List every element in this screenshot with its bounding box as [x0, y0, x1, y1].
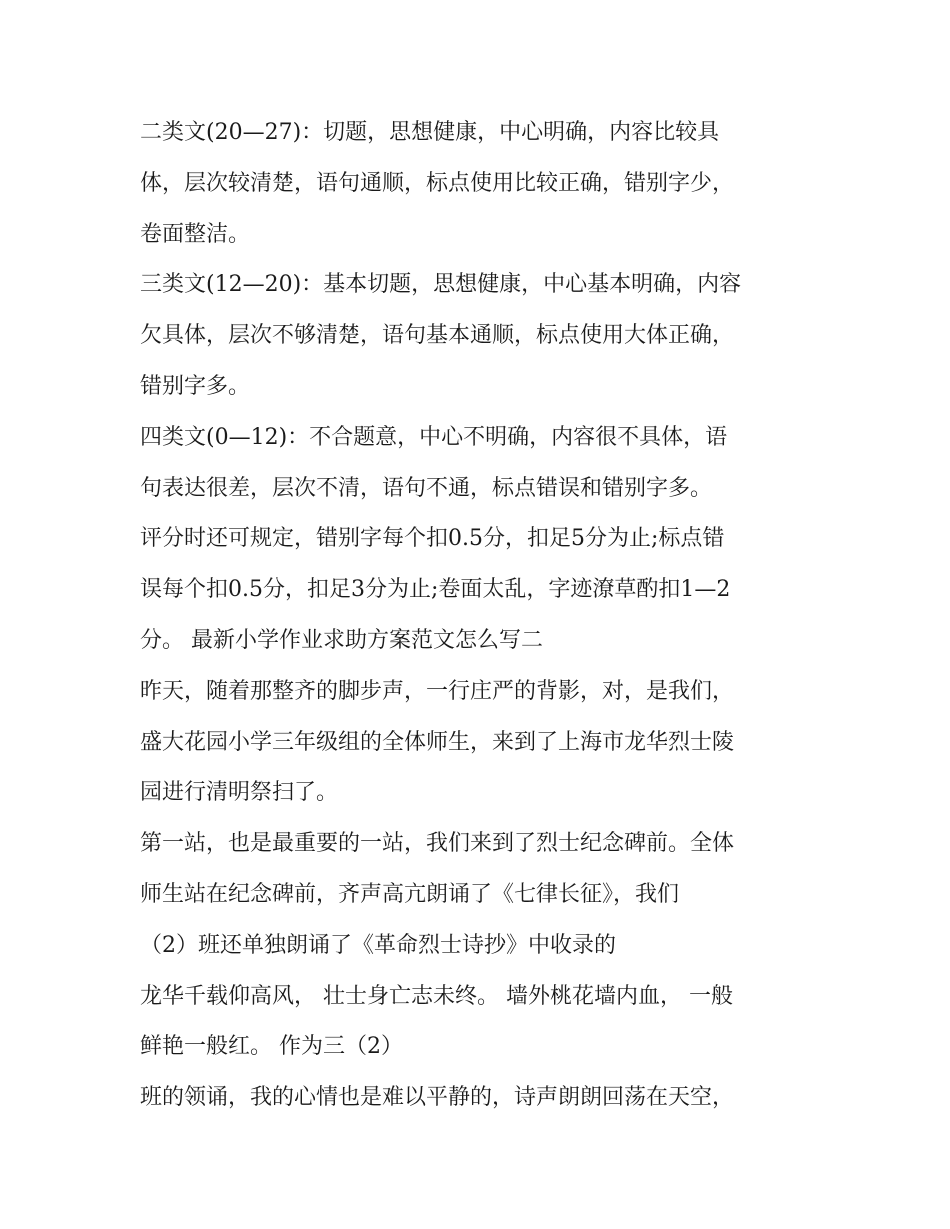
text-line: 评分时还可规定，错别字每个扣0.5分，扣足5分为止;标点错: [140, 526, 725, 552]
text-line: 三类文(12—20)：基本切题，思想健康，中心基本明确，内容: [140, 272, 742, 298]
text-line: 误每个扣0.5分，扣足3分为止;卷面太乱，字迹潦草酌扣1—2: [140, 577, 731, 603]
text-line: 昨天，随着那整齐的脚步声，一行庄严的背影，对，是我们，: [140, 678, 735, 704]
text-line: （2）班还单独朗诵了《革命烈士诗抄》中收录的: [140, 932, 616, 958]
text-line: 欠具体，层次不够清楚，语句基本通顺，标点使用大体正确，: [140, 323, 735, 349]
text-line: 第一站，也是最重要的一站，我们来到了烈士纪念碑前。全体: [140, 831, 735, 857]
text-line: 四类文(0—12)：不合题意，中心不明确，内容很不具体，语: [140, 424, 728, 450]
text-line: 分。 最新小学作业求助方案范文怎么写二: [140, 627, 543, 653]
text-line: 鲜艳一般红。 作为三（2）: [140, 1034, 403, 1060]
text-line: 二类文(20—27)：切题，思想健康，中心明确，内容比较具: [140, 120, 720, 145]
text-line: 体，层次较清楚，语句通顺，标点使用比较正确，错别字少，: [140, 170, 735, 196]
document-body: [140, 108, 820, 1124]
text-line: 师生站在纪念碑前，齐声高亢朗诵了《七律长征》，我们: [140, 881, 680, 907]
text-line: 卷面整洁。: [140, 221, 251, 247]
text-line: 句表达很差，层次不清，语句不通，标点错误和错别字多。: [140, 475, 713, 501]
text-line: 班的领诵，我的心情也是难以平静的，诗声朗朗回荡在天空，: [140, 1085, 735, 1111]
text-line: 园进行清明祭扫了。: [140, 780, 339, 806]
text-line: 龙华千载仰高风， 壮士身亡志未终。 墙外桃花墙内血， 一般: [140, 983, 733, 1009]
text-line: 盛大花园小学三年级组的全体师生，来到了上海市龙华烈士陵: [140, 729, 735, 755]
text-line: 错别字多。: [140, 373, 251, 399]
